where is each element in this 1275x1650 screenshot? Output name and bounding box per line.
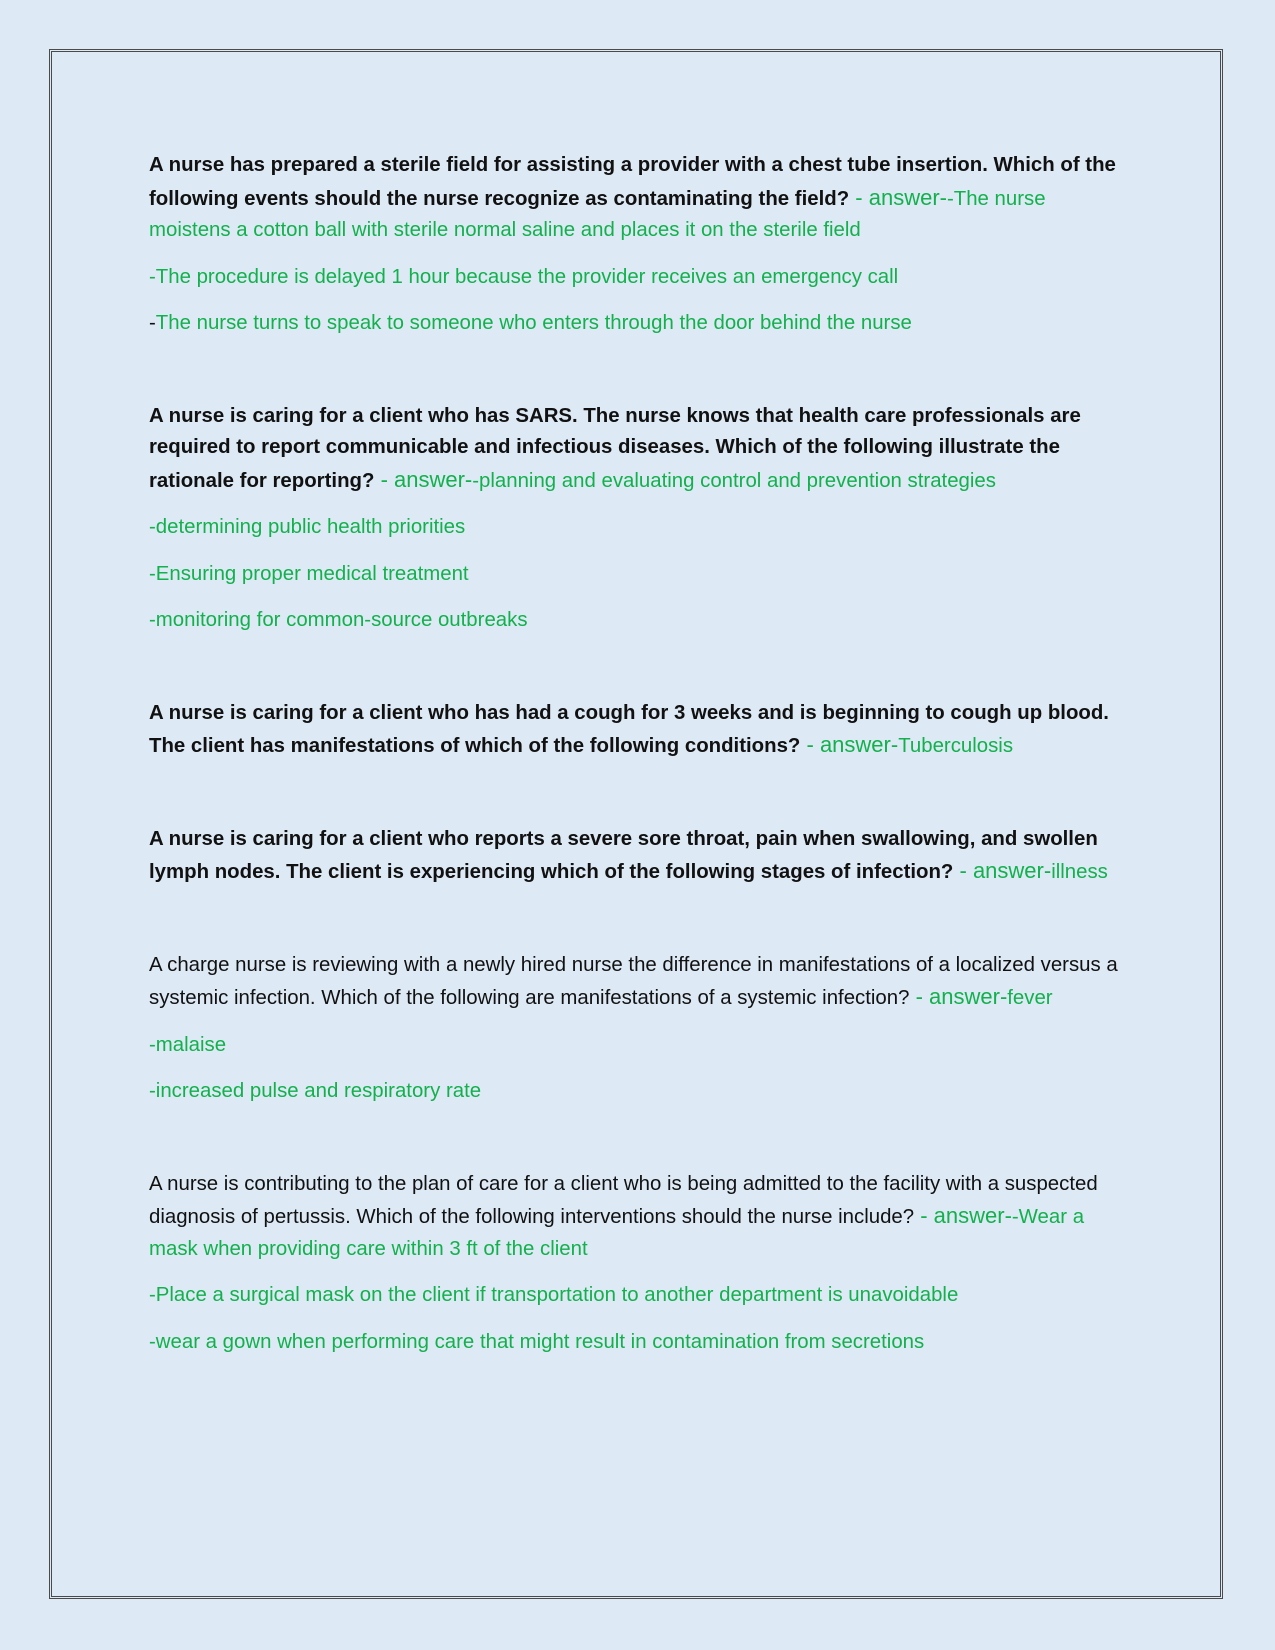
document-content bbox=[149, 150, 1129, 1419]
qa-item bbox=[149, 824, 1129, 889]
qa-item bbox=[149, 150, 1129, 340]
answer-tag: - answer- bbox=[800, 732, 899, 757]
answer-option-text: -determining public health priorities bbox=[149, 516, 466, 538]
answer-text: -Wear a mask when providing care within 3 ft of the client bbox=[149, 1206, 1085, 1260]
answer-option bbox=[149, 308, 1129, 340]
answer-option bbox=[149, 1327, 1129, 1359]
answer-text: fever bbox=[1007, 987, 1053, 1009]
answer-option-text: -Ensuring proper medical treatment bbox=[149, 562, 469, 585]
question-text: A nurse has prepared a sterile field for assisting a provider with a chest tube insertion. Which of the following events should the nurse recognize as contaminating the field? bbox=[149, 154, 1116, 210]
answer-option-text: The nurse turns to speak to someone who enters through the door behind the nurse bbox=[155, 312, 912, 334]
question-paragraph bbox=[149, 824, 1129, 889]
answer-text: illness bbox=[1051, 861, 1108, 883]
question-text: A nurse is caring for a client who reports a severe sore throat, pain when swallowing, and swollen lymph nodes. The client is experiencing which of the following stages of infection? bbox=[149, 827, 1098, 883]
question-text: A charge nurse is reviewing with a newly hired nurse the difference in manifestations of a localized versus a systemic infection. Which of the following are manifestations of a systemic infection? bbox=[149, 953, 1118, 1009]
question-paragraph bbox=[149, 150, 1129, 247]
question-paragraph bbox=[149, 401, 1129, 498]
answer-option-text: -malaise bbox=[149, 1033, 227, 1056]
question-paragraph bbox=[149, 950, 1129, 1015]
answer-tag: - answer- bbox=[909, 984, 1008, 1009]
answer-option-text: -monitoring for common-source outbreaks bbox=[149, 609, 528, 631]
answer-text: -The nurse moistens a cotton ball with sterile normal saline and places it on the sterile field bbox=[149, 187, 1046, 241]
qa-item bbox=[149, 698, 1129, 763]
answer-option bbox=[149, 512, 1129, 544]
answer-option bbox=[149, 559, 1129, 591]
question-paragraph bbox=[149, 1169, 1129, 1266]
answer-option-text: -Place a surgical mask on the client if transportation to another department is unavoidable bbox=[149, 1284, 959, 1306]
answer-tag: - answer- bbox=[914, 1203, 1012, 1228]
answer-option bbox=[149, 262, 1129, 294]
question-text: A nurse is caring for a client who has SARS. The nurse knows that health care professionals are required to report communicable and infectious diseases. Which of the following illustrate the rationale for reporting? bbox=[149, 404, 1081, 492]
question-paragraph bbox=[149, 698, 1129, 763]
answer-tag: - answer- bbox=[953, 858, 1052, 883]
qa-item bbox=[149, 950, 1129, 1108]
answer-tag: - answer- bbox=[849, 184, 947, 210]
answer-tag: - answer- bbox=[374, 466, 473, 492]
answer-option-text: -wear a gown when performing care that might result in contamination from secretions bbox=[149, 1330, 925, 1353]
answer-text: Tuberculosis bbox=[898, 735, 1014, 757]
answer-option-prefix: - bbox=[149, 312, 156, 334]
answer-option bbox=[149, 1030, 1129, 1062]
answer-option-text: -The procedure is delayed 1 hour because the provider receives an emergency call bbox=[149, 265, 899, 288]
answer-option bbox=[149, 1280, 1129, 1312]
qa-item bbox=[149, 1169, 1129, 1359]
question-text: A nurse is caring for a client who has had a cough for 3 weeks and is beginning to cough up blood. The client has manifestations of which of the following conditions? bbox=[149, 701, 1109, 757]
question-text: A nurse is contributing to the plan of care for a client who is being admitted to the facility with a suspected diagnosis of pertussis. Which of the following interventions should the nurse include? bbox=[149, 1172, 1098, 1228]
answer-option bbox=[149, 605, 1129, 637]
qa-item bbox=[149, 401, 1129, 637]
answer-text: -planning and evaluating control and prevention strategies bbox=[472, 469, 996, 492]
answer-option-text: -increased pulse and respiratory rate bbox=[149, 1080, 482, 1102]
answer-option bbox=[149, 1076, 1129, 1108]
